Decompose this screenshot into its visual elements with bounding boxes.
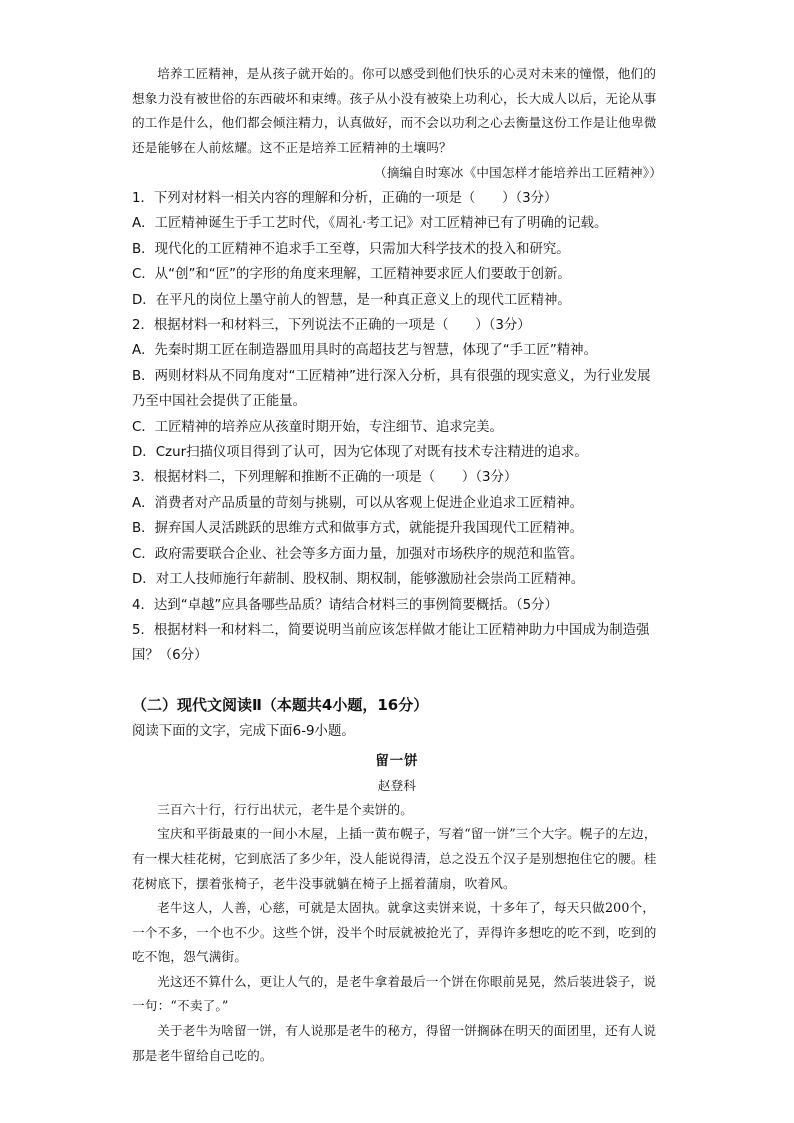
question-option: D．在平凡的岗位上墨守前人的智慧，是一种真正意义上的现代工匠精神。 <box>132 292 571 308</box>
question-option: D．对工人技师施行年薪制、股权制、期权制，能够激励社会崇尚工匠精神。 <box>132 572 585 588</box>
question-1 <box>132 186 662 313</box>
question-option: C．从“创”和“匠”的字形的角度来理解，工匠精神要求匠人们要敢于创新。 <box>132 267 571 283</box>
question-4 <box>132 593 662 618</box>
story-title: 留一饼 <box>375 753 419 769</box>
question-stem: 2．根据材料一和材料三，下列说法不正确的一项是（ ）（3分） <box>132 318 531 334</box>
question-list <box>132 186 662 669</box>
question-option: B．摒弃国人灵活跳跃的思维方式和做事方式，就能提升我国现代工匠精神。 <box>132 521 584 537</box>
question-3 <box>132 465 662 592</box>
question-stem: 1．下列对材料一相关内容的理解和分析，正确的一项是（ ）（3分） <box>132 191 558 206</box>
question-5 <box>132 618 662 669</box>
story-paragraph: 关于老牛为啥留一饼，有人说那是老牛的秘方，得留一饼搁砵在明天的面团里，还有人说那是老牛留给自己吃的。 <box>132 1023 657 1063</box>
material3-source: （摘编自时寒冰《中国怎样才能培养出工匠精神》） <box>374 165 662 180</box>
question-option: B．两则材料从不同角度对“工匠精神”进行深入分析，具有很强的现实意义，为行业发展乃至中国社会提供了正能量。 <box>132 368 651 410</box>
story-paragraph: 三百六十行，行行出状元，老牛是个卖饼的。 <box>157 801 414 817</box>
story-paragraph: 宝庆和平街最東的一间小木屋，上插一黄布幌子，写着“留一饼”三个大字。幌子的左边，有一棵大桂花树，它到底活了多少年，没人能说得清，总之没五个汉子是别想抱住它的腰。桂花树底下，摆着张椅子，老牛没事就躺在椅子上摇着蒲扇，吹着风。 <box>132 826 657 891</box>
story-paragraph: 老牛这人，人善，心慈，可就是太固执。就拿这卖饼来说，十多年了，每天只做200个，一个不多，一个也不少。这些个饼，没半个时辰就被抢光了，弄得许多想吃的吃不到，吃到的吃不饱，怨气满街。 <box>132 900 657 965</box>
question-option: C．政府需要联合企业、社会等多方面力量，加强对市场秩序的规范和监管。 <box>132 546 584 562</box>
question-option: C．工匠精神的培养应从孩童时期开始，专注细节、追求完美。 <box>132 419 503 435</box>
story-author: 赵登科 <box>377 777 417 793</box>
question-option: B．现代化的工匠精神不追求手工至尊，只需加大科学技术的投入和研究。 <box>132 241 570 257</box>
question-stem: 5．根据材料一和材料二，简要说明当前应该怎样做才能让工匠精神助力中国成为制造强国？（6分） <box>132 622 650 664</box>
document-page <box>132 62 662 1068</box>
question-option: D．Czur扫描仪项目得到了认可，因为它体现了对既有技术专注精进的追求。 <box>132 445 588 461</box>
question-2 <box>132 313 662 465</box>
question-option: A．先秦时期工匠在制造器皿用具时的高超技艺与智慧，体现了“手工匠”精神。 <box>132 343 597 359</box>
story-body <box>132 798 662 1069</box>
section-heading: （二）现代文阅读Ⅱ（本题共4小题，16分） <box>132 695 429 714</box>
story-paragraph: 光这还不算什么，更让人气的，是老牛拿着最后一个饼在你眼前晃晃，然后装进袋子，说一句：“不卖了。” <box>132 973 657 1014</box>
question-option: A．消费者对产品质量的苛刻与挑剔，可以从客观上促进企业追求工匠精神。 <box>132 495 584 511</box>
question-stem: 3．根据材料二，下列理解和推断不正确的一项是（ ）（3分） <box>132 470 518 486</box>
material3-paragraph: 培养工匠精神，是从孩子就开始的。你可以感受到他们快乐的心灵对未来的憧憬，他们的想象力没有被世俗的东西破坏和束缚。孩子从小没有被染上功利心，长大成人以后，无论从事的工作是什么，他们都会倾注精力，认真做好，而不会以功利之心去衡量这份工作是让他卑微还是能够在人前炫耀。这不正是培养工匠精神的土壤吗？ <box>132 66 657 155</box>
question-option: A．工匠精神诞生于手工艺时代，《周礼·考工记》对工匠精神已有了明确的记载。 <box>132 216 608 232</box>
question-stem: 4．达到“卓越”应具备哪些品质？请结合材料三的事例简要概括。（5分） <box>132 597 558 613</box>
section-instructions: 阅读下面的文字，完成下面6-9小题。 <box>132 723 355 739</box>
